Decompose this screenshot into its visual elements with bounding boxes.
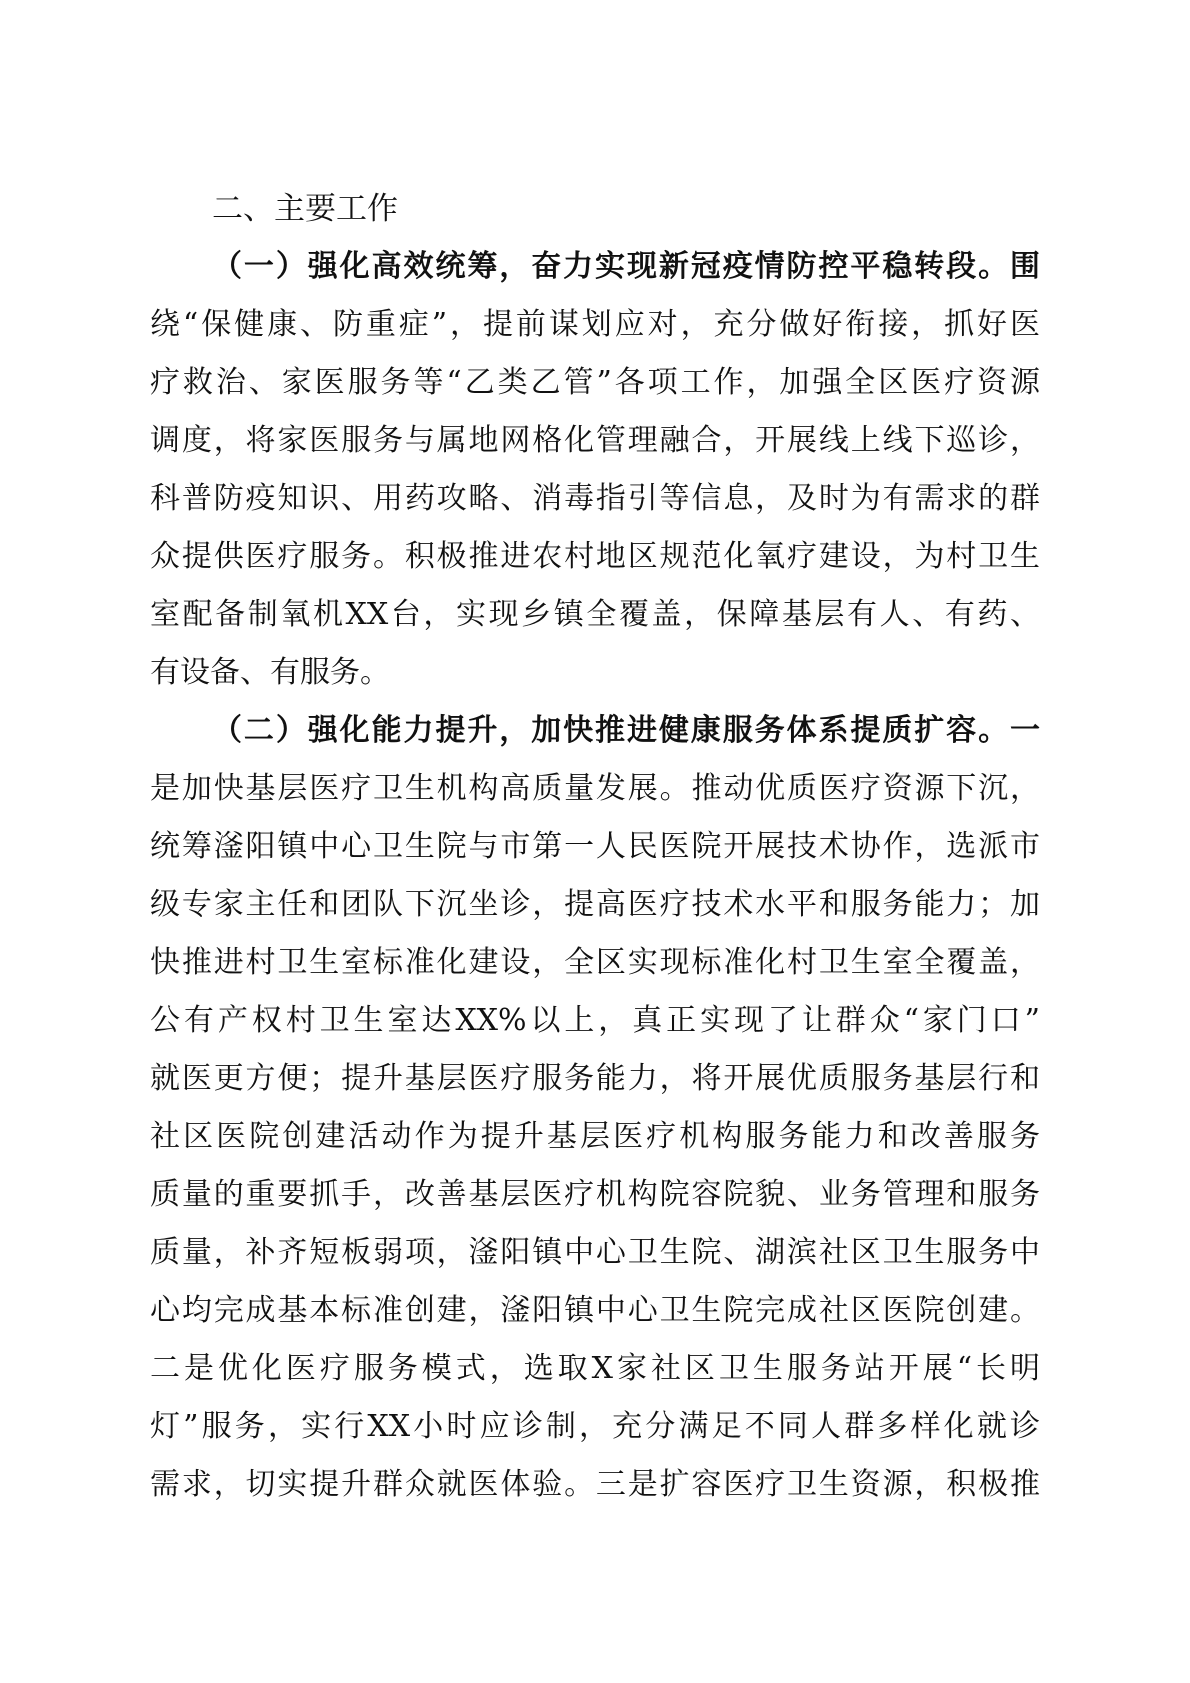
paragraph-2-line-10: 质量，补齐短板弱项，滏阳镇中心卫生院、湖滨社区卫生服务中 — [150, 1235, 1040, 1270]
paragraph-1-line-1: （一）强化高效统筹，奋力实现新冠疫情防控平稳转段。围 — [212, 249, 1040, 284]
paragraph-1-line-7: 室配备制氧机XX台，实现乡镇全覆盖，保障基层有人、有药、 — [150, 597, 1040, 632]
paragraph-2-line-2: 是加快基层医疗卫生机构高质量发展。推动优质医疗资源下沉， — [150, 771, 1040, 806]
paragraph-2-line-7: 就医更方便；提升基层医疗服务能力，将开展优质服务基层行和 — [150, 1061, 1040, 1096]
paragraph-2-line-3: 统筹滏阳镇中心卫生院与市第一人民医院开展技术协作，选派市 — [150, 829, 1040, 864]
paragraph-1-line-5: 科普防疫知识、用药攻略、消毒指引等信息，及时为有需求的群 — [150, 481, 1040, 516]
paragraph-2-line-11: 心均完成基本标准创建，滏阳镇中心卫生院完成社区医院创建。 — [150, 1293, 1040, 1328]
paragraph-2-line-6: 公有产权村卫生室达XX%以上，真正实现了让群众“家门口” — [150, 1003, 1040, 1038]
paragraph-2-line-14: 需求，切实提升群众就医体验。三是扩容医疗卫生资源，积极推 — [150, 1467, 1040, 1502]
paragraph-2-line-12: 二是优化医疗服务模式，选取X家社区卫生服务站开展“长明 — [150, 1351, 1040, 1386]
paragraph-1-line-2: 绕“保健康、防重症”，提前谋划应对，充分做好衔接，抓好医 — [150, 307, 1040, 342]
paragraph-2-line-5: 快推进村卫生室标准化建设，全区实现标准化村卫生室全覆盖， — [150, 945, 1040, 980]
paragraph-2-line-13: 灯”服务，实行XX小时应诊制，充分满足不同人群多样化就诊 — [150, 1409, 1040, 1444]
paragraph-1-line-4: 调度，将家医服务与属地网格化管理融合，开展线上线下巡诊， — [150, 423, 1040, 458]
paragraph-2-line-1: （二）强化能力提升，加快推进健康服务体系提质扩容。一 — [212, 713, 1040, 748]
paragraph-1-line-3: 疗救治、家医服务等“乙类乙管”各项工作，加强全区医疗资源 — [150, 365, 1040, 400]
paragraph-1-line-6: 众提供医疗服务。积极推进农村地区规范化氧疗建设，为村卫生 — [150, 539, 1040, 574]
paragraph-2-line-4: 级专家主任和团队下沉坐诊，提高医疗技术水平和服务能力；加 — [150, 887, 1040, 922]
paragraph-1-line-8: 有设备、有服务。 — [150, 655, 390, 690]
paragraph-2-line-8: 社区医院创建活动作为提升基层医疗机构服务能力和改善服务 — [150, 1119, 1040, 1154]
section-heading: 二、主要工作 — [212, 191, 398, 227]
paragraph-2-line-9: 质量的重要抓手，改善基层医疗机构院容院貌、业务管理和服务 — [150, 1177, 1040, 1212]
